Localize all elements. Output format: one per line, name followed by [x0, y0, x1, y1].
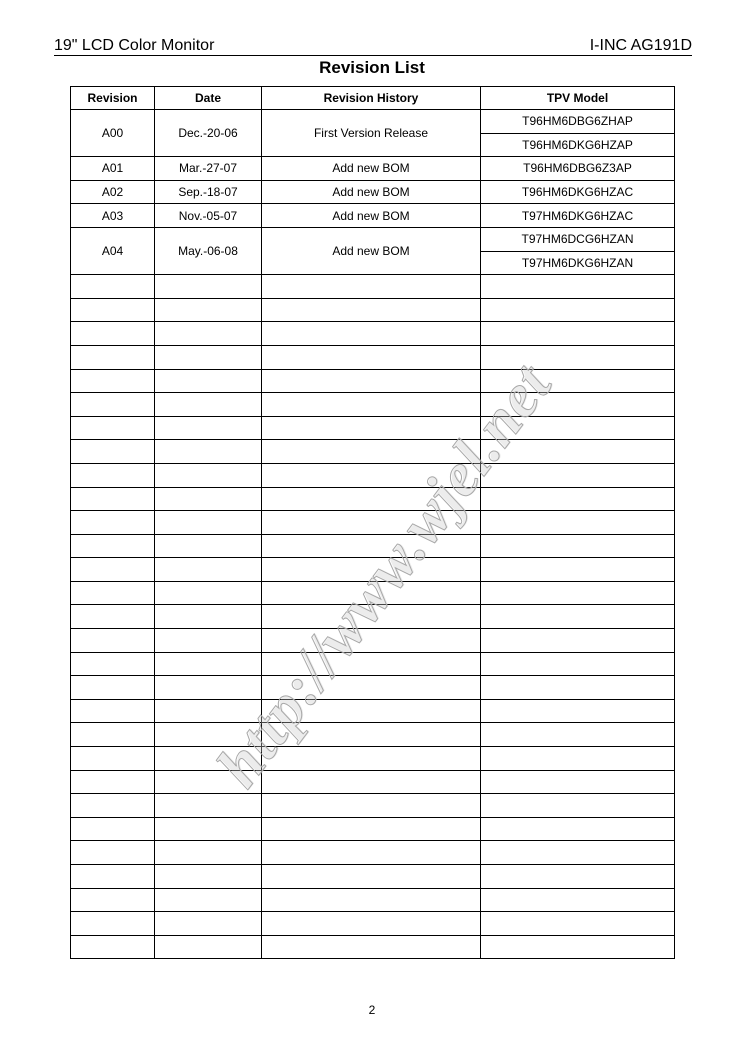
empty-cell — [71, 581, 155, 605]
empty-cell — [155, 817, 262, 841]
empty-cell — [155, 345, 262, 369]
date-cell: May.-06-08 — [155, 227, 262, 274]
empty-table-row — [71, 275, 675, 299]
revision-cell: A01 — [71, 157, 155, 181]
empty-cell — [262, 935, 481, 959]
empty-cell — [262, 440, 481, 464]
empty-cell — [71, 416, 155, 440]
empty-cell — [71, 699, 155, 723]
empty-table-row — [71, 676, 675, 700]
empty-cell — [481, 676, 675, 700]
empty-cell — [262, 416, 481, 440]
empty-table-row — [71, 865, 675, 889]
empty-cell — [155, 841, 262, 865]
column-header-history: Revision History — [262, 87, 481, 110]
empty-table-row — [71, 770, 675, 794]
empty-cell — [262, 345, 481, 369]
table-header-row — [71, 87, 675, 110]
empty-cell — [262, 699, 481, 723]
model-cell: T97HM6DCG6HZAN — [481, 227, 675, 251]
page-title: Revision List — [319, 58, 425, 77]
date-cell: Dec.-20-06 — [155, 110, 262, 157]
table-row — [71, 157, 675, 181]
empty-cell — [155, 770, 262, 794]
empty-cell — [71, 463, 155, 487]
empty-cell — [155, 558, 262, 582]
empty-cell — [71, 487, 155, 511]
empty-cell — [155, 935, 262, 959]
empty-cell — [262, 298, 481, 322]
empty-cell — [71, 841, 155, 865]
model-cell: T97HM6DKG6HZAN — [481, 251, 675, 275]
empty-table-row — [71, 369, 675, 393]
empty-cell — [71, 747, 155, 771]
empty-cell — [155, 605, 262, 629]
empty-cell — [481, 511, 675, 535]
empty-cell — [481, 393, 675, 417]
empty-table-row — [71, 699, 675, 723]
table-row — [71, 204, 675, 228]
empty-cell — [155, 652, 262, 676]
empty-cell — [481, 298, 675, 322]
column-header-model: TPV Model — [481, 87, 675, 110]
empty-table-row — [71, 747, 675, 771]
empty-cell — [155, 511, 262, 535]
empty-cell — [155, 463, 262, 487]
empty-cell — [481, 322, 675, 346]
empty-cell — [481, 534, 675, 558]
history-cell: Add new BOM — [262, 157, 481, 181]
empty-cell — [262, 393, 481, 417]
empty-table-row — [71, 912, 675, 936]
empty-cell — [481, 723, 675, 747]
empty-table-row — [71, 629, 675, 653]
empty-cell — [71, 511, 155, 535]
empty-table-row — [71, 534, 675, 558]
empty-table-row — [71, 888, 675, 912]
empty-cell — [71, 440, 155, 464]
empty-cell — [155, 865, 262, 889]
empty-cell — [262, 747, 481, 771]
empty-cell — [481, 416, 675, 440]
model-cell: T97HM6DKG6HZAC — [481, 204, 675, 228]
empty-cell — [481, 629, 675, 653]
empty-cell — [262, 817, 481, 841]
empty-cell — [71, 369, 155, 393]
empty-cell — [481, 558, 675, 582]
empty-cell — [262, 723, 481, 747]
empty-table-row — [71, 935, 675, 959]
date-cell: Mar.-27-07 — [155, 157, 262, 181]
empty-cell — [155, 298, 262, 322]
empty-cell — [71, 723, 155, 747]
empty-table-row — [71, 345, 675, 369]
empty-cell — [481, 275, 675, 299]
empty-cell — [262, 534, 481, 558]
empty-cell — [262, 487, 481, 511]
empty-table-row — [71, 723, 675, 747]
empty-cell — [262, 629, 481, 653]
date-cell: Nov.-05-07 — [155, 204, 262, 228]
revision-cell: A03 — [71, 204, 155, 228]
empty-cell — [71, 817, 155, 841]
empty-cell — [262, 322, 481, 346]
empty-cell — [71, 865, 155, 889]
empty-cell — [155, 699, 262, 723]
column-header-date: Date — [155, 87, 262, 110]
empty-cell — [71, 770, 155, 794]
empty-cell — [71, 676, 155, 700]
revision-table-body — [71, 110, 675, 959]
empty-cell — [262, 558, 481, 582]
empty-cell — [71, 888, 155, 912]
empty-cell — [155, 487, 262, 511]
empty-cell — [155, 322, 262, 346]
empty-table-row — [71, 440, 675, 464]
revision-cell: A00 — [71, 110, 155, 157]
empty-cell — [155, 275, 262, 299]
empty-cell — [262, 511, 481, 535]
empty-table-row — [71, 817, 675, 841]
empty-cell — [155, 440, 262, 464]
empty-cell — [481, 770, 675, 794]
empty-table-row — [71, 298, 675, 322]
empty-cell — [481, 817, 675, 841]
revision-cell: A04 — [71, 227, 155, 274]
empty-cell — [481, 865, 675, 889]
empty-cell — [262, 605, 481, 629]
history-cell: First Version Release — [262, 110, 481, 157]
empty-cell — [481, 888, 675, 912]
empty-cell — [155, 912, 262, 936]
empty-cell — [481, 463, 675, 487]
model-cell: T96HM6DKG6HZAP — [481, 133, 675, 157]
empty-table-row — [71, 416, 675, 440]
empty-cell — [71, 652, 155, 676]
empty-table-row — [71, 841, 675, 865]
empty-cell — [262, 463, 481, 487]
empty-cell — [481, 912, 675, 936]
empty-cell — [71, 912, 155, 936]
empty-cell — [71, 935, 155, 959]
empty-cell — [71, 534, 155, 558]
revision-table — [70, 86, 675, 959]
empty-cell — [262, 676, 481, 700]
empty-cell — [262, 581, 481, 605]
empty-table-row — [71, 393, 675, 417]
empty-cell — [71, 298, 155, 322]
empty-cell — [155, 581, 262, 605]
empty-cell — [155, 723, 262, 747]
empty-table-row — [71, 558, 675, 582]
empty-cell — [262, 369, 481, 393]
empty-cell — [262, 888, 481, 912]
history-cell: Add new BOM — [262, 227, 481, 274]
empty-cell — [155, 534, 262, 558]
empty-cell — [155, 676, 262, 700]
empty-cell — [155, 393, 262, 417]
empty-cell — [155, 888, 262, 912]
empty-cell — [262, 841, 481, 865]
empty-cell — [481, 605, 675, 629]
model-cell: T96HM6DBG6Z3AP — [481, 157, 675, 181]
empty-cell — [71, 629, 155, 653]
empty-table-row — [71, 794, 675, 818]
empty-cell — [155, 416, 262, 440]
empty-cell — [481, 369, 675, 393]
empty-cell — [71, 393, 155, 417]
table-row — [71, 227, 675, 251]
empty-cell — [71, 605, 155, 629]
doc-header-product: 19" LCD Color Monitor — [54, 37, 215, 54]
empty-cell — [481, 440, 675, 464]
history-cell: Add new BOM — [262, 180, 481, 204]
empty-cell — [262, 912, 481, 936]
empty-table-row — [71, 652, 675, 676]
empty-cell — [481, 794, 675, 818]
empty-cell — [71, 275, 155, 299]
empty-cell — [262, 652, 481, 676]
empty-cell — [155, 747, 262, 771]
doc-header-model: I-INC AG191D — [589, 37, 692, 54]
empty-table-row — [71, 511, 675, 535]
empty-cell — [481, 652, 675, 676]
empty-cell — [262, 794, 481, 818]
empty-table-row — [71, 581, 675, 605]
empty-cell — [481, 581, 675, 605]
empty-cell — [481, 935, 675, 959]
empty-table-row — [71, 605, 675, 629]
date-cell: Sep.-18-07 — [155, 180, 262, 204]
model-cell: T96HM6DBG6ZHAP — [481, 110, 675, 134]
history-cell: Add new BOM — [262, 204, 481, 228]
empty-cell — [481, 345, 675, 369]
page-number: 2 — [368, 1003, 376, 1017]
empty-cell — [155, 629, 262, 653]
revision-cell: A02 — [71, 180, 155, 204]
column-header-revision: Revision — [71, 87, 155, 110]
empty-cell — [481, 747, 675, 771]
empty-cell — [155, 794, 262, 818]
table-row — [71, 110, 675, 134]
empty-cell — [71, 322, 155, 346]
watermark: http://www.wjel.net — [203, 351, 565, 800]
empty-cell — [262, 275, 481, 299]
empty-cell — [262, 865, 481, 889]
header-divider — [54, 55, 692, 56]
empty-cell — [481, 841, 675, 865]
empty-cell — [155, 369, 262, 393]
empty-table-row — [71, 487, 675, 511]
empty-cell — [262, 770, 481, 794]
empty-cell — [71, 558, 155, 582]
empty-cell — [71, 794, 155, 818]
empty-cell — [481, 487, 675, 511]
empty-cell — [481, 699, 675, 723]
model-cell: T96HM6DKG6HZAC — [481, 180, 675, 204]
table-row — [71, 180, 675, 204]
empty-table-row — [71, 322, 675, 346]
empty-table-row — [71, 463, 675, 487]
empty-cell — [71, 345, 155, 369]
